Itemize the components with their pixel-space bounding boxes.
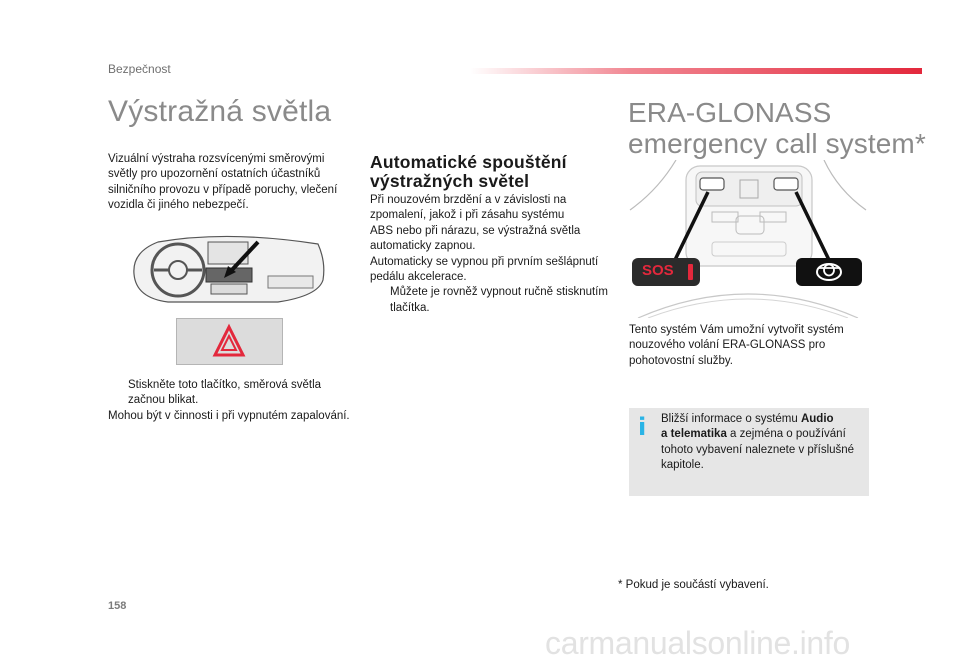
hazard-note: Mohou být v činnosti i při vypnutém zapalování.	[108, 409, 350, 422]
title-line: emergency call system*	[628, 128, 926, 159]
bullet-marker	[108, 378, 128, 409]
step-line: Stiskněte toto tlačítko, směrová světla	[128, 379, 322, 391]
body-line: Tento systém Vám umožní vytvořit systém	[629, 324, 844, 336]
info-text-part: kapitole.	[661, 459, 704, 472]
watermark: carmanualsonline.info	[545, 625, 850, 661]
body-line: pedálu akcelerace.	[370, 271, 467, 284]
title-line: ERA-GLONASS	[628, 97, 832, 128]
overhead-console-illustration	[628, 160, 868, 318]
page-title: Výstražná světla	[108, 95, 332, 128]
body-line: Při nouzovém brzdění a v závislosti na	[370, 194, 567, 206]
auto-hazard-heading	[370, 153, 567, 191]
intro-line: Vizuální výstraha rozsvícenými směrovými	[108, 153, 325, 165]
intro-paragraph	[108, 152, 358, 214]
header-accent-line	[470, 68, 922, 74]
bullet-line: tlačítka.	[390, 301, 430, 314]
body-line: Automaticky se vypnou při prvním sešlápnutí	[370, 255, 599, 268]
heading-line: Automatické spouštění	[370, 152, 567, 172]
era-glonass-title	[628, 97, 926, 159]
page-number: 158	[108, 600, 127, 612]
heading-line: výstražných světel	[370, 171, 530, 191]
hazard-warning-icon	[177, 319, 282, 364]
intro-line: světly pro upozornění ostatních účastníků	[108, 168, 321, 181]
bullet-marker	[370, 285, 390, 316]
body-line: nouzového volání ERA-GLONASS pro	[629, 339, 826, 352]
info-text-part: Bližší informace o systému	[661, 413, 801, 425]
hazard-instructions	[108, 378, 368, 424]
info-link-text: Audio	[800, 413, 834, 425]
bullet-line: Můžete je rovněž vypnout ručně stisknutím	[390, 286, 608, 299]
intro-line: vozidla či jiného nebezpečí.	[108, 199, 249, 212]
info-text-part: a zejména o používání	[726, 428, 846, 441]
body-line: ABS nebo při nárazu, se výstražná světla	[370, 224, 581, 237]
section-label: Bezpečnost	[108, 62, 171, 76]
footnote: * Pokud je součástí vybavení.	[618, 579, 769, 591]
info-text	[661, 412, 861, 474]
intro-line: silničního provozu v případě poruchy, vlečení	[108, 183, 338, 196]
info-text-part: tohoto vybavení naleznete v příslušné	[661, 443, 855, 456]
auto-hazard-body	[370, 193, 615, 316]
body-line: automaticky zapnou.	[370, 240, 476, 253]
hazard-button-image	[176, 318, 283, 365]
info-link-text: a telematika	[661, 428, 727, 441]
sos-button-label: SOS	[642, 262, 674, 279]
info-box	[629, 408, 869, 496]
body-line: zpomalení, jakož i při zásahu systému	[370, 209, 565, 222]
dashboard-illustration	[128, 232, 328, 312]
info-icon: i	[638, 413, 647, 441]
body-line: pohotovostní služby.	[629, 354, 733, 367]
step-line: začnou blikat.	[128, 394, 199, 407]
era-glonass-description	[629, 323, 869, 369]
